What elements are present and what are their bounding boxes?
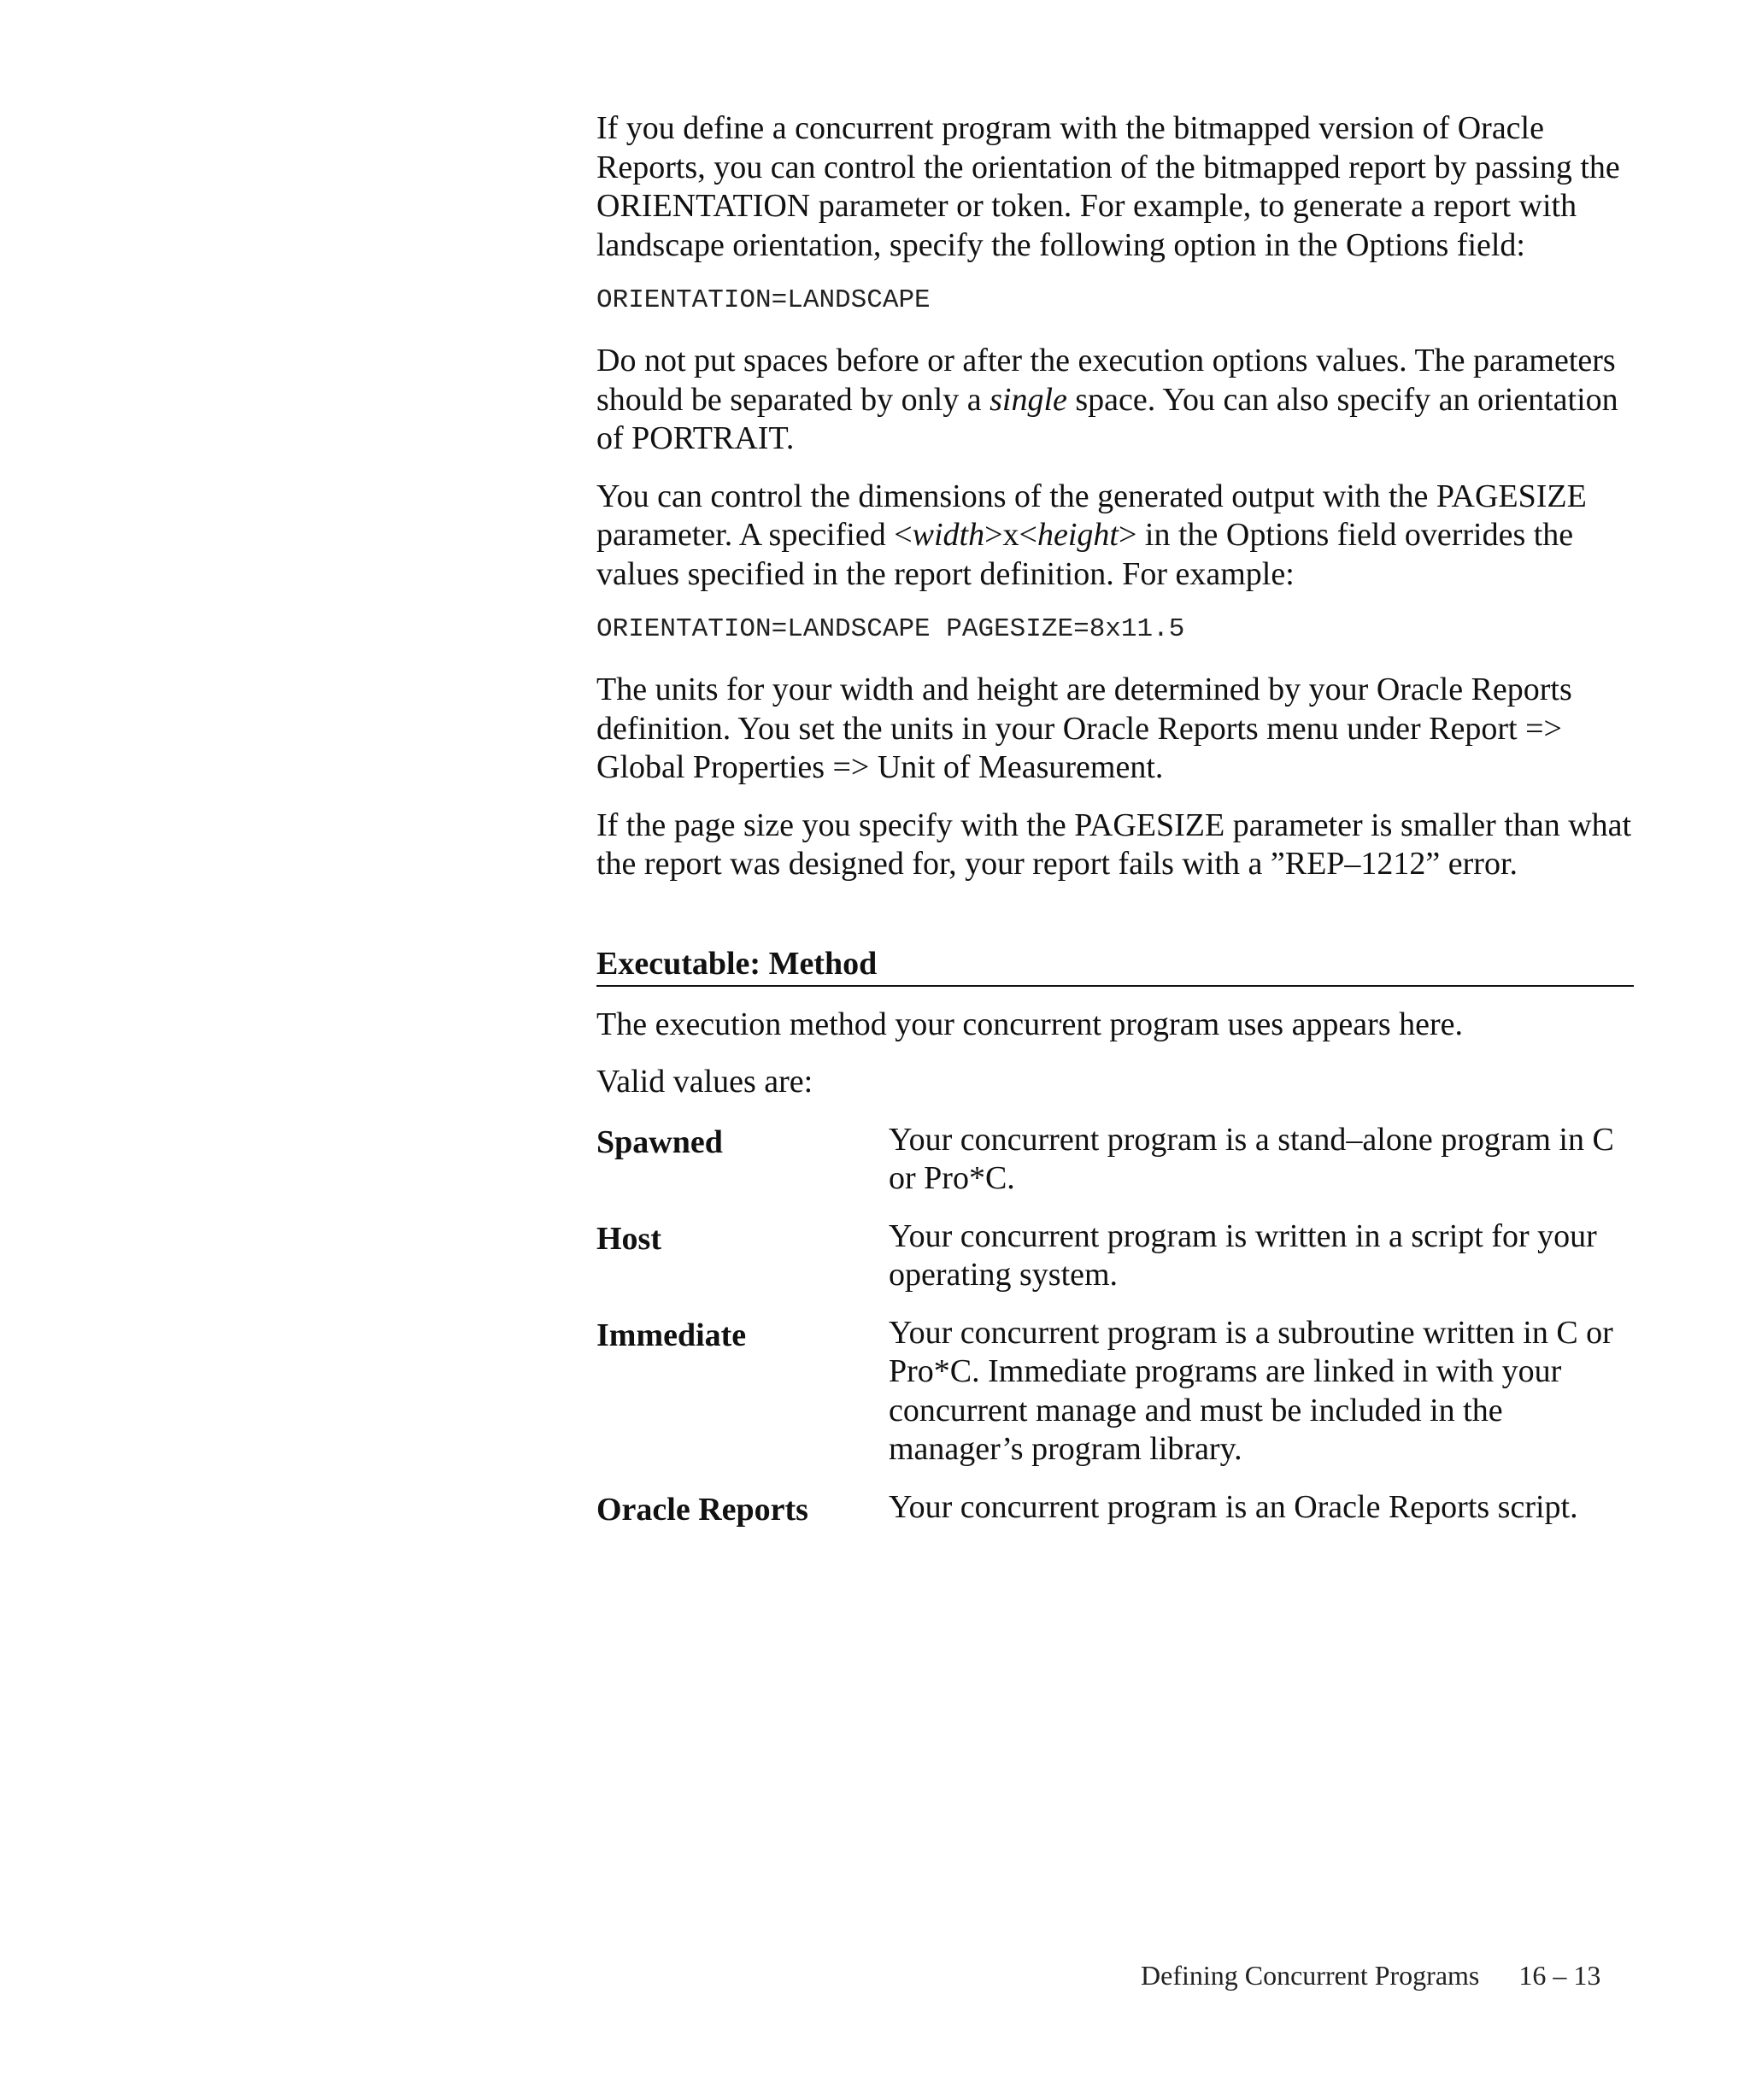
emphasis-height: height bbox=[1036, 517, 1119, 553]
emphasis-width: width bbox=[912, 517, 985, 553]
definition-row-spawned bbox=[596, 1121, 1634, 1199]
definition-term: Host bbox=[596, 1220, 661, 1257]
emphasis-single: single bbox=[990, 381, 1067, 418]
paragraph-spaces-note bbox=[596, 342, 1634, 459]
definition-description: Your concurrent program is an Oracle Reports script. bbox=[889, 1488, 1578, 1525]
definition-row-immediate bbox=[596, 1314, 1634, 1469]
paragraph-spaces-note-end: space. You can also specify an orientation of PORTRAIT. bbox=[596, 381, 1618, 456]
paragraph-pagesize bbox=[596, 478, 1634, 595]
footer-title: Defining Concurrent Programs bbox=[1141, 1960, 1480, 1991]
paragraph-spaces-note-start: Do not put spaces before or after the execution options values. The parameters should be separated by only a bbox=[596, 343, 1616, 418]
paragraph-pagesize-a: You can control the dimensions of the generated output with the PAGESIZE parameter. A specified < bbox=[596, 478, 1587, 553]
definition-term: Oracle Reports bbox=[596, 1491, 808, 1528]
page-content bbox=[596, 109, 1634, 1548]
definition-row-host bbox=[596, 1217, 1634, 1295]
paragraph-error: If the page size you specify with the PAGESIZE parameter is smaller than what the report was designed for, your report fails with a ”REP–1212” error. bbox=[596, 807, 1632, 882]
paragraph-pagesize-c: > in the Options field overrides the values specified in the report definition. For example: bbox=[596, 517, 1574, 592]
definition-term: Spawned bbox=[596, 1123, 723, 1160]
definition-description: Your concurrent program is a subroutine written in C or Pro*C. Immediate programs are linked in with your concurrent manage and must be included in the manager’s program library. bbox=[889, 1314, 1613, 1467]
section-heading-executable-method: Executable: Method bbox=[596, 944, 1634, 987]
paragraph-orientation-intro: If you define a concurrent program with the bitmapped version of Oracle Reports, you can control the orientation of the bitmapped report by passing the ORIENTATION parameter or token. For example, to generate a report with landscape orientation, specify the following option in the Options field: bbox=[596, 110, 1620, 263]
valid-values-label: Valid values are: bbox=[596, 1064, 813, 1100]
section-intro: The execution method your concurrent program uses appears here. bbox=[596, 1006, 1463, 1042]
page-footer bbox=[1141, 1958, 1600, 1992]
code-example-pagesize: ORIENTATION=LANDSCAPE PAGESIZE=8x11.5 bbox=[596, 614, 1185, 644]
definition-row-oracle-reports bbox=[596, 1488, 1634, 1530]
code-example-orientation: ORIENTATION=LANDSCAPE bbox=[596, 285, 931, 315]
definition-description: Your concurrent program is written in a script for your operating system. bbox=[889, 1217, 1597, 1293]
page-number: 16 – 13 bbox=[1518, 1960, 1601, 1991]
definition-description: Your concurrent program is a stand–alone program in C or Pro*C. bbox=[889, 1121, 1614, 1196]
paragraph-units: The units for your width and height are determined by your Oracle Reports definition. You set the units in your Oracle Reports menu under Report => Global Properties => Unit of Measurement. bbox=[596, 672, 1572, 785]
paragraph-pagesize-b: >x< bbox=[984, 517, 1037, 553]
definition-term: Immediate bbox=[596, 1317, 747, 1353]
method-definition-list bbox=[596, 1121, 1634, 1530]
